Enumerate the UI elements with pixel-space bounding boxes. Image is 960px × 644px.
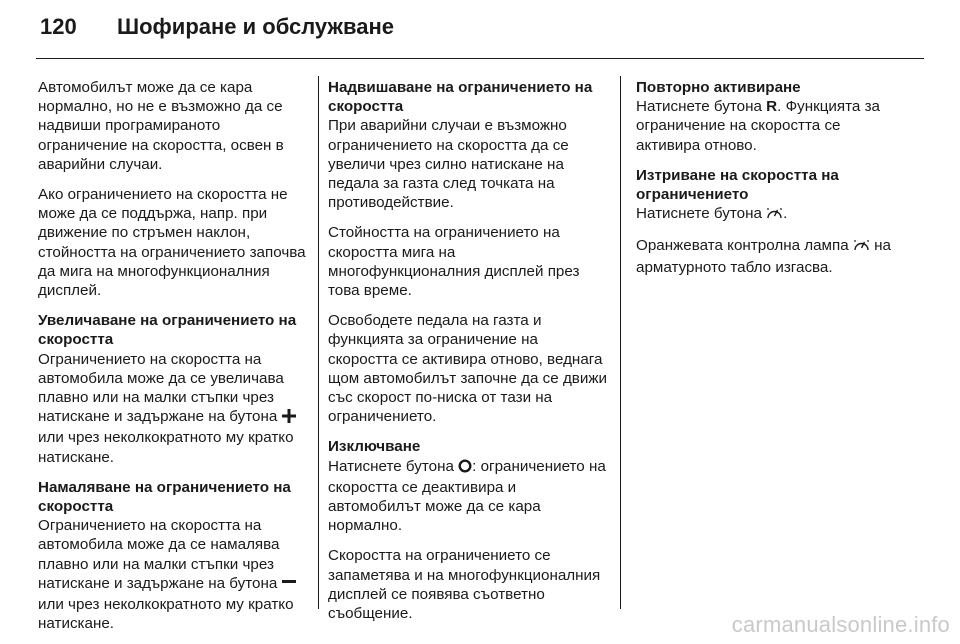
page-number: 120 bbox=[40, 14, 77, 39]
paragraph-speed-stored: Скоростта на ограничението се запаметява и на многофункционалния дисплей се появява съответно съобщение. bbox=[328, 547, 601, 623]
column-divider-2 bbox=[620, 76, 621, 609]
paragraph-reactivate bbox=[636, 97, 904, 155]
column-3 bbox=[636, 78, 904, 288]
heading-delete-speed: Изтриване на скоростта на ограничението bbox=[636, 166, 839, 204]
heading-exceed-limit: Надвишаване на ограничението на скоростта bbox=[328, 79, 593, 116]
heading-increase-limit: Увеличаване на ограничението на скоростта bbox=[38, 312, 297, 349]
lamp-text-post: на арматурното табло изгасва. bbox=[636, 237, 891, 276]
decrease-text-pre: Ограничението на скоростта на автомобила може да се намалява плавно или на малки стъпки чрез натискане и задържане на бутона bbox=[38, 517, 280, 592]
column-divider-1 bbox=[318, 76, 319, 609]
off-button-icon bbox=[458, 459, 472, 478]
delete-text-pre: Натиснете бутона bbox=[636, 205, 762, 223]
increase-text-pre: Ограничението на скоростта на автомобила може да се увеличава плавно или на малки стъпки чрез натискане и задържане на бутона bbox=[38, 350, 284, 426]
minus-button-icon bbox=[282, 576, 296, 595]
speed-limiter-icon bbox=[766, 205, 783, 225]
page-title: Шофиране и обслужване bbox=[117, 14, 395, 39]
plus-button-icon bbox=[282, 409, 296, 428]
reactivate-text-post: . Функцията за ограничение на скоростта се активира отново. bbox=[636, 98, 881, 154]
reactivate-text-pre: Натиснете бутона bbox=[636, 98, 762, 116]
increase-text-post: или чрез неколкократното му кратко натискане. bbox=[38, 429, 294, 466]
resume-key-label: R bbox=[766, 98, 778, 116]
paragraph-increase-limit bbox=[38, 350, 308, 467]
column-2 bbox=[328, 78, 607, 634]
paragraph-normal-driving: Автомобилът може да се кара нормално, но не е възможно да се надвиши програмираното ограничение на скоростта, освен в аварийни случаи. bbox=[38, 79, 284, 173]
header-rule bbox=[36, 58, 924, 59]
lamp-text-pre: Оранжевата контролна лампа bbox=[636, 237, 849, 255]
paragraph-limit-blink-display: Стойността на ограничението на скоростта мига на многофункционалния дисплей през това време. bbox=[328, 224, 580, 300]
off-text-post: : ограничението на скоростта се деактивира и автомобилът може да се кара нормално. bbox=[328, 457, 606, 535]
column-1 bbox=[38, 78, 308, 644]
speed-limiter-lamp-icon bbox=[853, 237, 870, 257]
paragraph-orange-lamp bbox=[636, 236, 904, 276]
paragraph-limit-blinking: Ако ограничението на скоростта не може да се поддържа, напр. при движение по стръмен наклон, стойността на ограничението започва да мига на многофункционалния дисплей. bbox=[38, 186, 306, 300]
heading-reactivate: Повторно активиране bbox=[636, 79, 801, 96]
delete-text-post: . bbox=[783, 205, 788, 223]
watermark: carmanualsonline.info bbox=[731, 612, 950, 637]
paragraph-delete-speed bbox=[636, 204, 904, 225]
paragraph-release-pedal: Освободете педала на газта и функцията за ограничение на скоростта се активира отново, веднага щом автомобилът започне да се движи със скорост по-ниска от тази на ограничението. bbox=[328, 312, 608, 426]
decrease-text-post: или чрез неколкократното му кратко натискане. bbox=[38, 596, 294, 633]
heading-switch-off: Изключване bbox=[328, 438, 421, 456]
off-text-pre: Натиснете бутона bbox=[328, 457, 454, 475]
paragraph-switch-off bbox=[328, 457, 607, 536]
paragraph-decrease-limit bbox=[38, 516, 308, 633]
heading-decrease-limit: Намаляване на ограничението на скоростта bbox=[38, 478, 291, 516]
paragraph-exceed-limit: При аварийни случаи е възможно ограничението на скоростта да се увеличи чрез силно натискане на педала за газта след точката на противодействие. bbox=[328, 117, 569, 212]
